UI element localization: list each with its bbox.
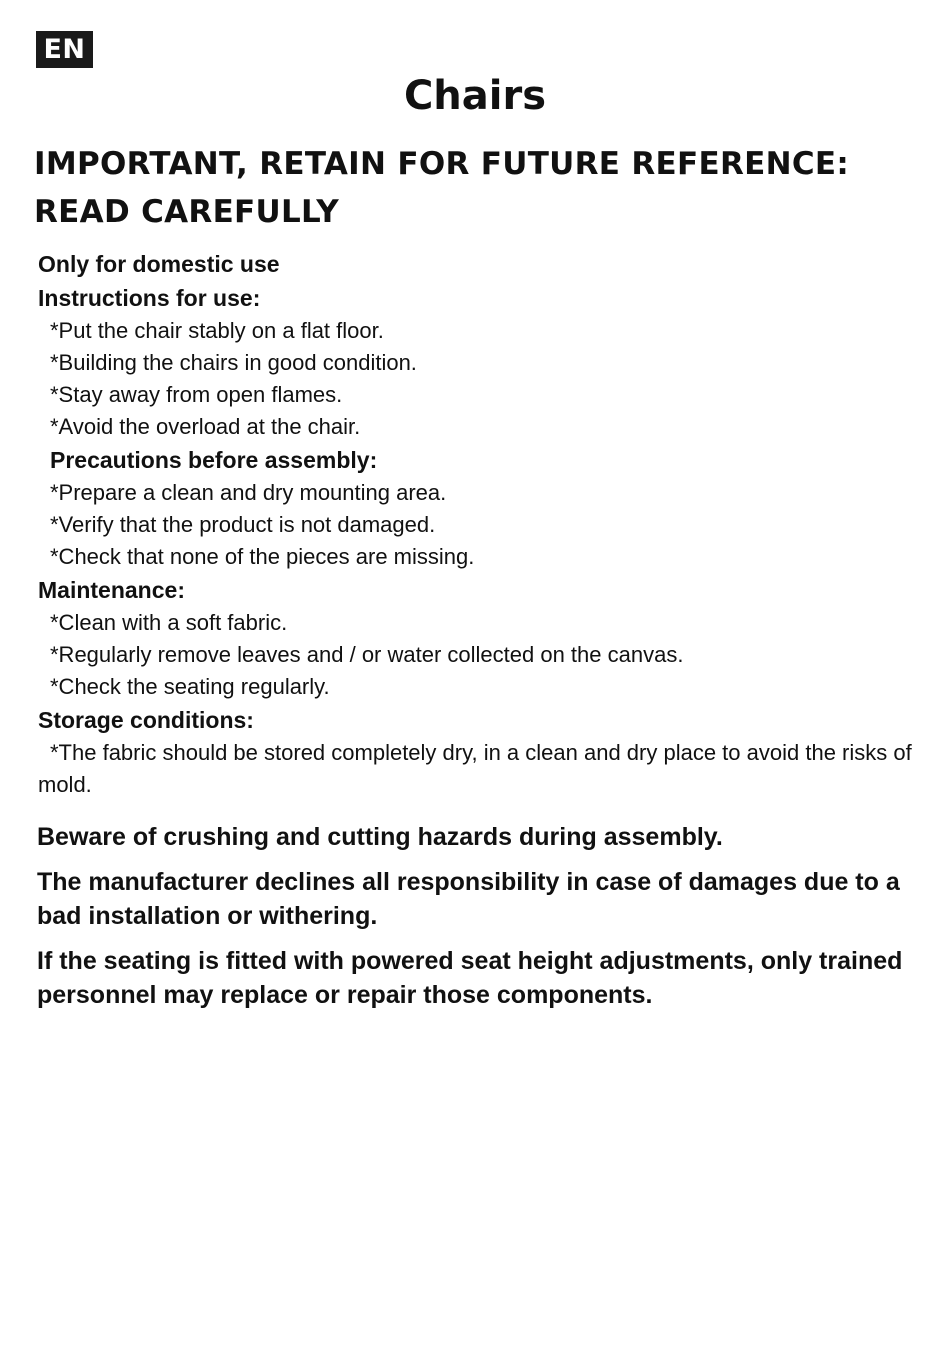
important-line-1: IMPORTANT, RETAIN FOR FUTURE REFERENCE: <box>34 146 850 182</box>
language-badge: EN <box>36 31 93 68</box>
crushing-warning: Beware of crushing and cutting hazards during assembly. <box>37 823 723 851</box>
list-item: *Avoid the overload at the chair. <box>50 414 361 439</box>
list-item: *Building the chairs in good condition. <box>50 350 417 375</box>
list-item: *Check the seating regularly. <box>50 674 330 699</box>
important-line-2: READ CAREFULLY <box>34 194 340 230</box>
precautions-heading: Precautions before assembly: <box>50 447 378 473</box>
list-item: *Verify that the product is not damaged. <box>50 512 436 537</box>
list-item: *Check that none of the pieces are missing. <box>50 544 475 569</box>
maintenance-heading: Maintenance: <box>38 577 185 603</box>
storage-text: *The fabric should be stored completely dry, in a clean and dry place to avoid the risks of mold. <box>38 740 912 797</box>
powered-adjustment-warning: If the seating is fitted with powered seat height adjustments, only trained personnel may replace or repair those components. <box>37 947 903 1009</box>
domestic-use-heading: Only for domestic use <box>38 251 280 277</box>
important-notice <box>34 140 934 236</box>
liability-warning: The manufacturer declines all responsibility in case of damages due to a bad installation or withering. <box>37 868 900 930</box>
list-item: *Regularly remove leaves and / or water collected on the canvas. <box>50 642 684 667</box>
storage-heading: Storage conditions: <box>38 707 254 733</box>
warnings-section <box>37 820 917 1023</box>
list-item: *Clean with a soft fabric. <box>50 610 288 635</box>
instructions-content <box>38 247 928 801</box>
instructions-heading: Instructions for use: <box>38 285 261 311</box>
list-item: *Put the chair stably on a flat floor. <box>50 318 384 343</box>
page-title: Chairs <box>403 73 547 119</box>
list-item: *Stay away from open flames. <box>50 382 343 407</box>
list-item: *Prepare a clean and dry mounting area. <box>50 480 447 505</box>
